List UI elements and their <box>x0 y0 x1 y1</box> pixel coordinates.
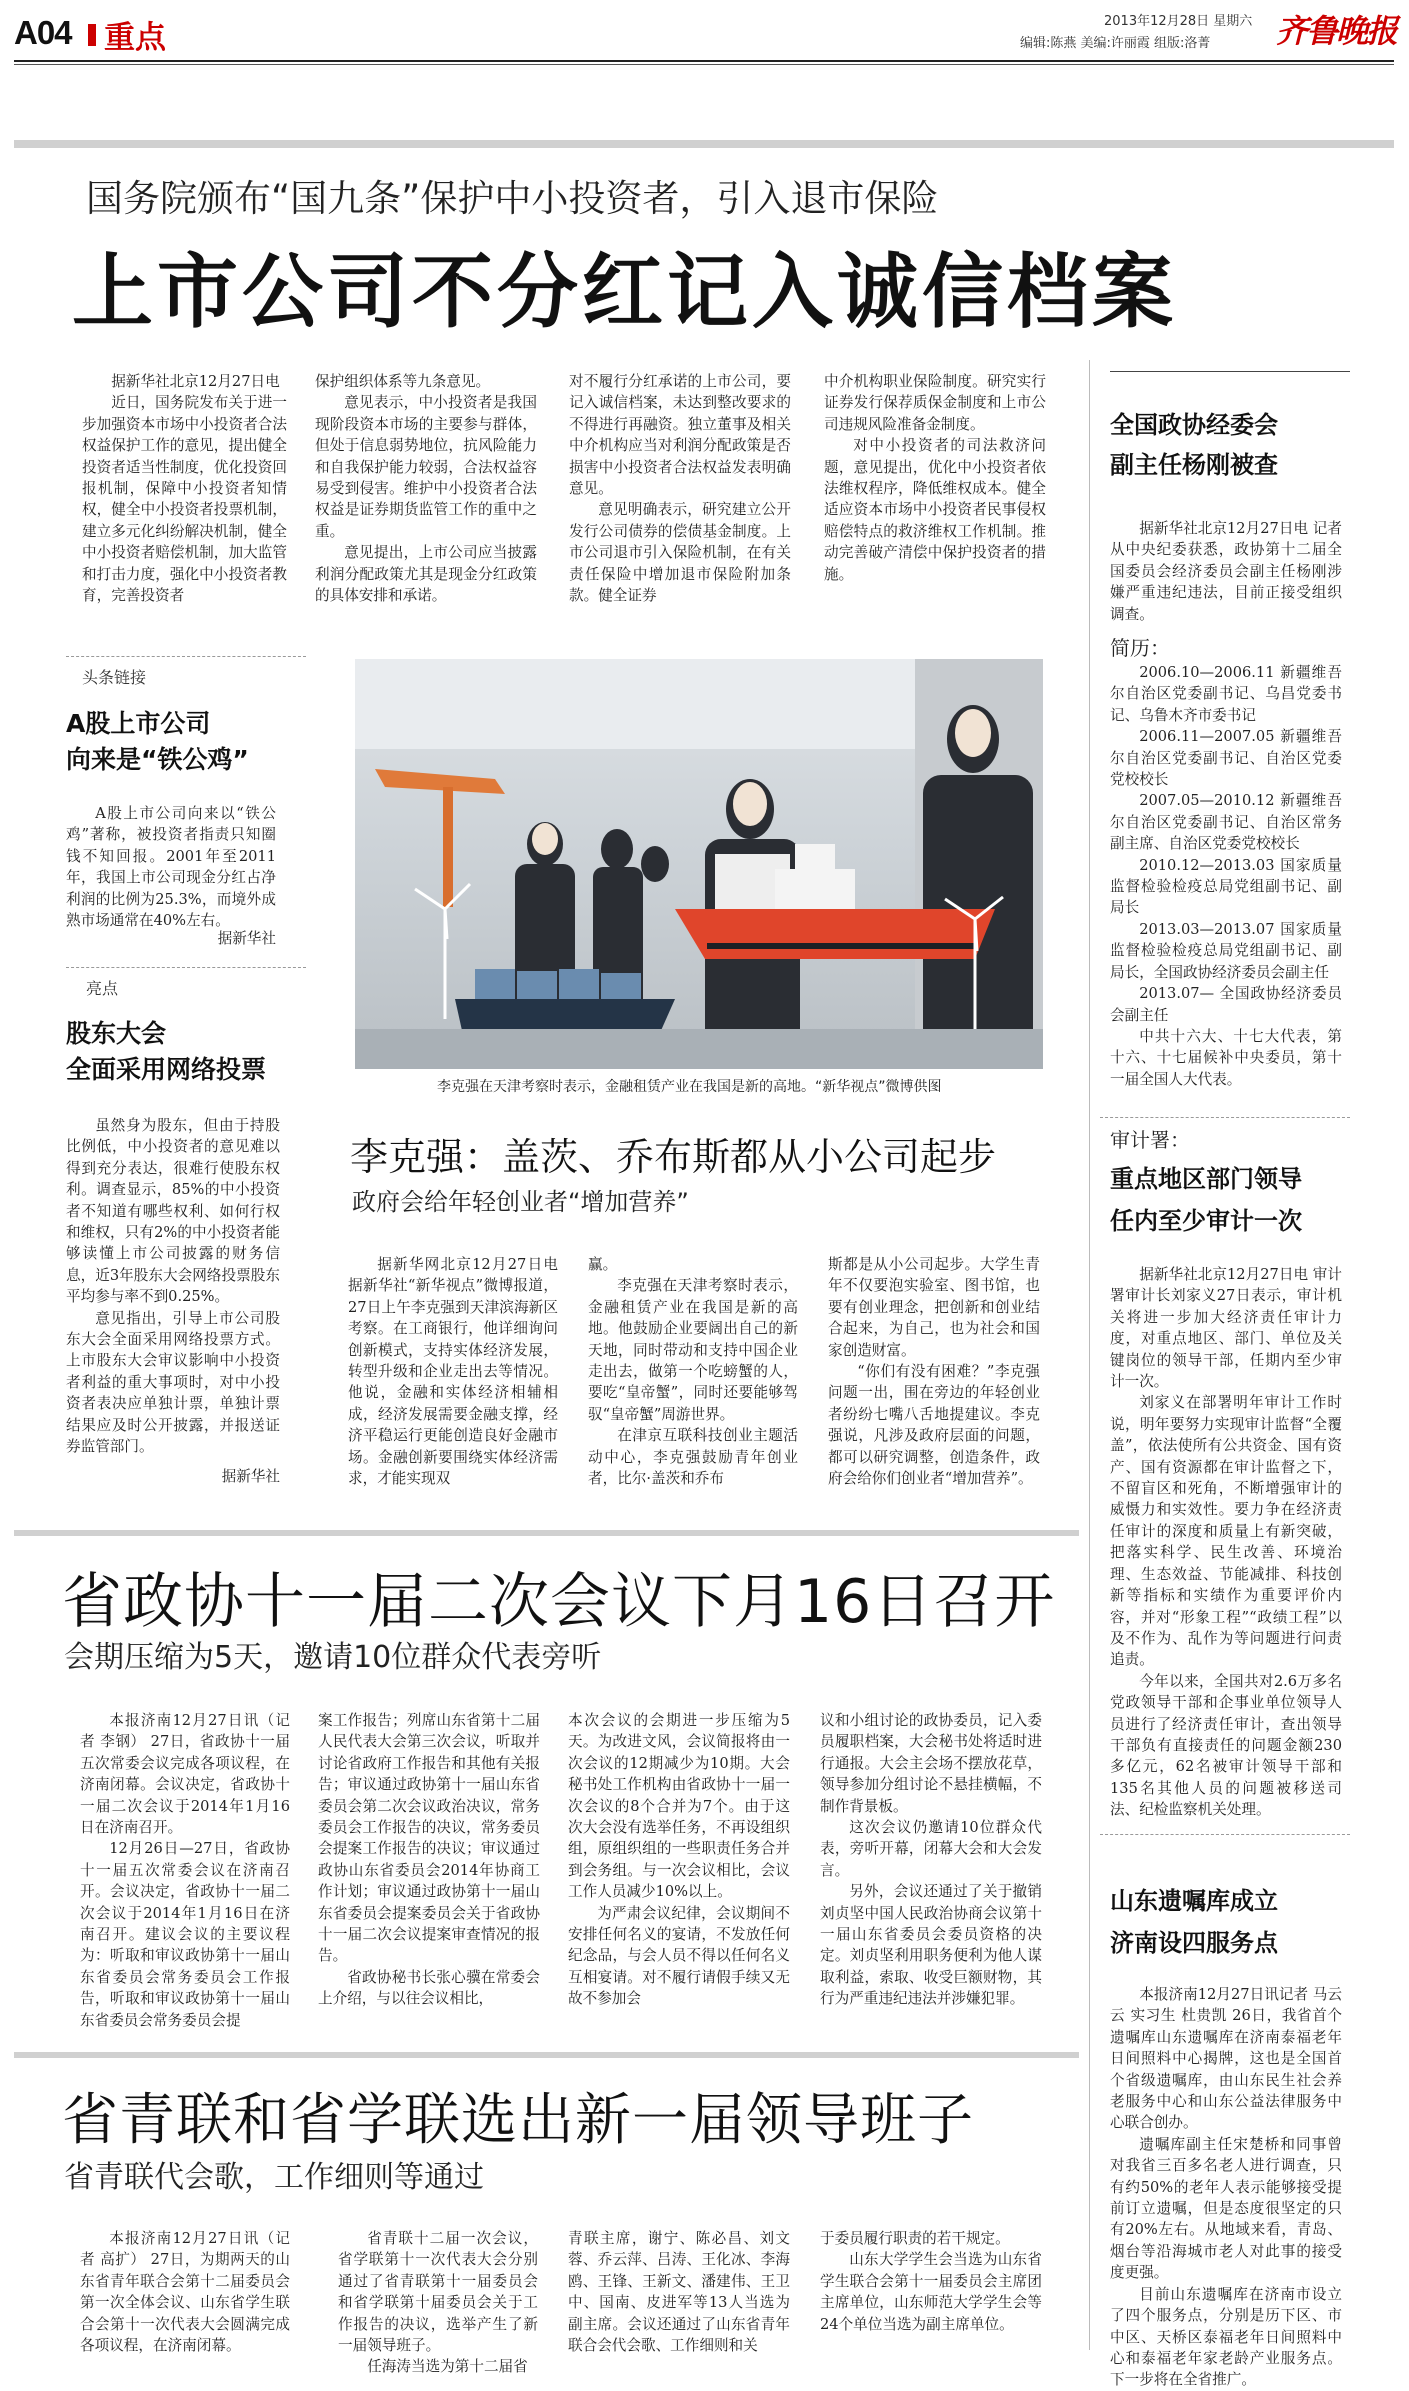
youth-headline: 省青联和省学联选出新一届领导班子 <box>62 2088 974 2153</box>
youth-subhead: 省青联代会歌，工作细则等通过 <box>64 2160 484 2195</box>
paper-logo: 齐鲁晚报 <box>1276 12 1397 50</box>
cppcc-col-1: 本报济南12月27日讯（记者 李钢） 27日，省政协十一届五次常委会议完成各项议程，在济南闭幕。会议决定，省政协十一届二次会议于2014年1月16日在济南召开。 12月26日—27日，省政协十一届五次常委会议在济南召开。会议决定，省政协十一届二次会议于2014年1月16日在济南召开。建议会议的主要议程为：听取和审议政协第十一届山东省委员会常务委员会工作报告，听取和审议政协第十一届山东省委员会常务委员会提 <box>80 1712 290 2029</box>
right-story2-rule <box>1100 1117 1350 1118</box>
photo-caption: 李克强在天津考察时表示，金融租赁产业在我国是新的高地。“新华视点”微博供图 <box>437 1079 942 1095</box>
masthead-rule <box>14 60 1394 62</box>
li-subhead: 政府会给年轻创业者“增加营养” <box>352 1188 689 1216</box>
cppcc-subhead: 会期压缩为5天，邀请10位群众代表旁听 <box>64 1640 602 1675</box>
lead-headline: 上市公司不分红记入诚信档案 <box>72 246 1178 340</box>
masthead-rule-thin <box>14 64 1394 65</box>
page-code: A04 <box>14 14 72 51</box>
cppcc-col-4: 议和小组讨论的政协委员，记入委员履职档案，大会秘书处将适时进行通报。大会主会场不摆放花草，领导参加分组讨论不悬挂横幅，不制作背景板。 这次会议仍邀请10位群众代表，旁听开幕，闭幕大会和大会发言。 另外，会议还通过了关于撤销刘贞坚中国人民政治协商会议第十一届山东省委员会委员资格的决定。刘贞坚利用职务便利为他人谋取利益，索取、收受巨额财物，其行为严重违纪违法并涉嫌犯罪。 <box>820 1712 1042 2008</box>
right-story2-body: 据新华社北京12月27日电 审计署审计长刘家义27日表示，审计机关将进一步加大经济责任审计力度，对重点地区、部门、单位及关键岗位的领导干部，任期内至少审计一次。 刘家义在部署明年审计工作时说，明年要努力实现审计监督“全覆盖”，依法使所有公共资金、国有资产、国有资源都在审计监督之下，不留盲区和死角，不断增强审计的威慑力和实效性。要力争在经济责任审计的深度和质量上有新突破，把落实科学、民生改善、环境治理、生态效益、节能减排、科技创新等指标和实绩作为重要评价内容，并对“形象工程”“政绩工程”以及不作为、乱作为等问题进行问责追责。 今年以来，全国共对2.6万多名党政领导干部和企事业单位领导人员进行了经济责任审计，查出领导干部负有直接责任的问题金额230多亿元，62名被审计领导干部和135名其他人员的问题被移送司法、纪检监察机关处理。 <box>1110 1266 1342 1819</box>
right-story3-rule <box>1100 1834 1350 1835</box>
staff-credits: 编辑:陈燕 美编:许丽霞 组版:洛菁 <box>1020 36 1211 51</box>
li-col-2: 赢。 李克强在天津考察时表示，金融租赁产业在我国是新的高地。他鼓励企业要阔出自己的新天地，同时带动和支持中国企业走出去，做第一个吃螃蟹的人，要吃“皇帝蟹”，同时还要能够驾驭“皇帝蟹”周游世界。 在津京互联科技创业主题活动中心，李克强鼓励青年创业者，比尔·盖茨和乔布 <box>588 1256 798 1488</box>
lead-top-band <box>14 140 1394 148</box>
lead-col-3: 对不履行分红承诺的上市公司，要记入诚信档案，未达到整改要求的不得进行再融资。独立董事及相关中介机构应当对利润分配政策是否损害中小投资者合法权益发表明确意见。 意见明确表示，研究建立公开发行公司债券的偿债基金制度。上市公司退市引入保险机制，在有关责任保险中增加退市保险附加条款。健全证券 <box>569 373 791 605</box>
youth-col-4: 于委员履行职责的若干规定。 山东大学学生会当选为山东省学生联合会第十一届委员会主席团主席单位，山东师范大学学生会等24个单位当选为副主席单位。 <box>820 2230 1042 2333</box>
youth-col-1: 本报济南12月27日讯（记者 高扩） 27日，为期两天的山东省青年联合会第十二届委员会第一次全体会议、山东省学生联合会第十一次代表大会圆满完成各项议程，在济南闭幕。 <box>80 2230 290 2355</box>
sidebar-box1-rule <box>66 656 306 657</box>
li-headline: 李克强：盖茨、乔布斯都从小公司起步 <box>350 1135 997 1179</box>
cppcc-col-2: 案工作报告；列席山东省第十二届人民代表大会第三次会议，听取并讨论省政府工作报告和其他有关报告；审议通过政协第十一届山东省委员会第二次会议政治决议，常务委员会工作报告的决议，常务委员会提案工作报告的决议；审议通过政协山东省委员会2014年协商工作计划；审议通过政协第十一届山东省委员会提案委员会关于省政协十一届二次会议提案审查情况的报告。 省政协秘书长张心骥在常委会上介绍，与以往会议相比， <box>318 1712 540 2008</box>
cppcc-col-3: 本次会议的会期进一步压缩为5天。为改进文风，会议简报将由一次会议的12期减少为10期。大会秘书处工作机构由省政协十一届一次会议的8个合并为7个。由于这次大会没有选举任务，不再设组织组，原组织组的一些职责任务合并到会务组。与一次会议相比，会议工作人员减少10%以上。 为严肃会议纪律，会议期间不安排任何名义的宴请，不发放任何纪念品，与会人员不得以任何名义互相宴请。对不履行请假手续又无故不参加会 <box>568 1712 790 2008</box>
news-photo <box>355 659 1043 1069</box>
sidebar-label-highlight: 亮点 <box>86 979 119 998</box>
news-photo-illustration <box>355 659 1043 1069</box>
section-marker <box>88 24 96 46</box>
sidebar-box1-body: A股上市公司向来以“铁公鸡”著称，被投资者指责只知圈钱不知回报。2001年至2011年，我国上市公司现金分红占净利润的比例为25.3%，而境外成熟市场通常在40%左右。 <box>66 805 276 930</box>
sidebar-box1-source: 据新华社 <box>217 930 276 947</box>
li-col-3: 斯都是从小公司起步。大学生青年不仅要泡实验室、图书馆，也要有创业理念，把创新和创业结合起来，为自己，也为社会和国家创造财富。 “你们有没有困难？”李克强问题一出，围在旁边的年轻创业者纷纷七嘴八舌地提建议。李克强说，凡涉及政府层面的问题，都可以研究调整，创造条件，政府会给你们创业者“增加营养”。 <box>828 1256 1040 1488</box>
right-story1-rule <box>1110 371 1350 372</box>
li-col-1: 据新华网北京12月27日电 据新华社“新华视点”微博报道，27日上午李克强到天津滨海新区考察。在工商银行，他详细询问创新模式，支持实体经济发展，转型升级和企业走出去等情况。他说，金融和实体经济相辅相成，经济发展需要金融支撑，经济平稳运行更能创造良好金融市场。金融创新要围绕实体经济需求，才能实现双 <box>348 1256 558 1488</box>
section-name: 重点 <box>104 20 166 56</box>
sidebar-box2-rule <box>66 967 306 968</box>
masthead <box>0 0 1409 62</box>
youth-top-band <box>14 2052 1079 2058</box>
right-resume-label: 简历： <box>1110 636 1170 660</box>
youth-col-3: 青联主席，谢宁、陈必昌、刘文蓉、乔云萍、吕涛、王化冰、李海鸥、王锋、王新文、潘建伟、王卫中、国南、皮进军等13人当选为副主席。会议还通过了山东省青年联合会代会歌、工作细则和关 <box>568 2230 790 2355</box>
right-story3-body: 本报济南12月27日讯记者 马云云 实习生 杜贵凯 26日，我省首个遗嘱库山东遗嘱库在济南泰福老年日间照料中心揭牌，这也是全国首个省级遗嘱库，由山东民生社会养老服务中心和山东公益法律服务中心联合创办。 遗嘱库副主任宋楚桥和同事曾对我省三百多名老人进行调查，只有约50%的老年人表示能够接受提前订立遗嘱，但是态度很坚定的只有20%左右。从地域来看，青岛、烟台等沿海城市老人对此事的接受度更强。 目前山东遗嘱库在济南市设立了四个服务点，分别是历下区、市中区、天桥区泰福老年日间照料中心和泰福老年家老龄产业服务点。下一步将在全省推广。 <box>1110 1986 1342 2389</box>
sidebar-box2-source: 据新华社 <box>221 1468 280 1485</box>
youth-col-2: 省青联十二届一次会议，省学联第十一次代表大会分别通过了省青联第十一届委员会和省学联第十届委员会关于工作报告的决议，选举产生了新一届领导班子。 任海涛当选为第十二届省 <box>338 2230 538 2376</box>
lead-col-2: 保护组织体系等九条意见。 意见表示，中小投资者是我国现阶段资本市场的主要参与群体，但处于信息弱势地位，抗风险能力和自我保护能力较弱，合法权益容易受到侵害。维护中小投资者合法权益是证券期货监管工作的重中之重。 意见提出，上市公司应当披露利润分配政策尤其是现金分红政策的具体安排和承诺。 <box>315 373 537 605</box>
right-story1-title: 全国政协经委会 副主任杨刚被查 <box>1110 411 1278 479</box>
sidebar-box1-title: A股上市公司 向来是“铁公鸡” <box>66 709 249 774</box>
lead-col-1: 据新华社北京12月27日电 近日，国务院发布关于进一步加强资本市场中小投资者合法权益保护工作的意见，提出健全投资者适当性制度，优化投资回报机制，保障中小投资者知情权，健全中小投资者投票机制，建立多元化纠纷解决机制，健全中小投资者赔偿机制，加大监管和打击力度，强化中小投资者教育，完善投资者 <box>82 373 287 605</box>
sidebar-label-headline-link: 头条链接 <box>82 668 147 687</box>
sidebar-box2-body: 虽然身为股东，但由于持股比例低，中小投资者的意见难以得到充分表达，很难行使股东权利。调查显示，85%的中小投资者不知道有哪些权利、如何行权和维权，只有2%的中小投资者能够读懂上市公司披露的财务信息，近3年股东大会网络投票股东平均参与率不到0.25%。 意见指出，引导上市公司股东大会全面采用网络投票方式。上市股东大会审议影响中小投资者利益的重大事项时，对中小投资者表决应单独计票，单独计票结果应及时公开披露，并报送证券监管部门。 <box>66 1117 280 1456</box>
right-column-divider <box>1089 360 1090 2350</box>
sidebar-box2-title: 股东大会 全面采用网络投票 <box>66 1019 267 1084</box>
lead-kicker: 国务院颁布“国九条”保护中小投资者，引入退市保险 <box>86 177 939 220</box>
right-story2-label: 审计署： <box>1110 1128 1190 1152</box>
issue-date: 2013年12月28日 星期六 <box>1104 14 1253 29</box>
right-story2-title: 重点地区部门领导 任内至少审计一次 <box>1110 1165 1302 1235</box>
cppcc-top-band <box>14 1530 1079 1536</box>
lead-col-4: 中介机构职业保险制度。研究实行证券发行保荐质保金制度和上市公司违规风险准备金制度。 对中小投资者的司法救济问题，意见提出，优化中小投资者依法维权程序，降低维权成本。健全适应资本市场中小投资者民事侵权赔偿特点的救济维权工作机制。推动完善破产清偿中保护投资者的措施。 <box>824 373 1046 583</box>
right-story3-title: 山东遗嘱库成立 济南设四服务点 <box>1110 1887 1278 1957</box>
right-resume-list: 2006.10—2006.11 新疆维吾尔自治区党委副书记、乌昌党委书记、乌鲁木齐市委书记 2006.11—2007.05 新疆维吾尔自治区党委副书记、自治区党委党校校长 2007.05—2010.12 新疆维吾尔自治区党委副书记、自治区常务副主席、自治区党委党校校长 2010.12—2013.03 国家质量监督检验检疫总局党组副书记、副局长 2013.03—2013.07 国家质量监督检验检疫总局党组副书记、副局长，全国政协经济委员会副主任 2013.07— 全国政协经济委员会副主任 中共十六大、十七大代表，第十六、十七届候补中央委员，第十一届全国人大代表。 <box>1110 664 1342 1088</box>
cppcc-headline: 省政协十一届二次会议下月16日召开 <box>62 1567 1056 1637</box>
right-story1-body: 据新华社北京12月27日电 记者从中央纪委获悉，政协第十二届全国委员会经济委员会副主任杨刚涉嫌严重违纪违法，目前正接受组织调查。 <box>1110 520 1342 623</box>
